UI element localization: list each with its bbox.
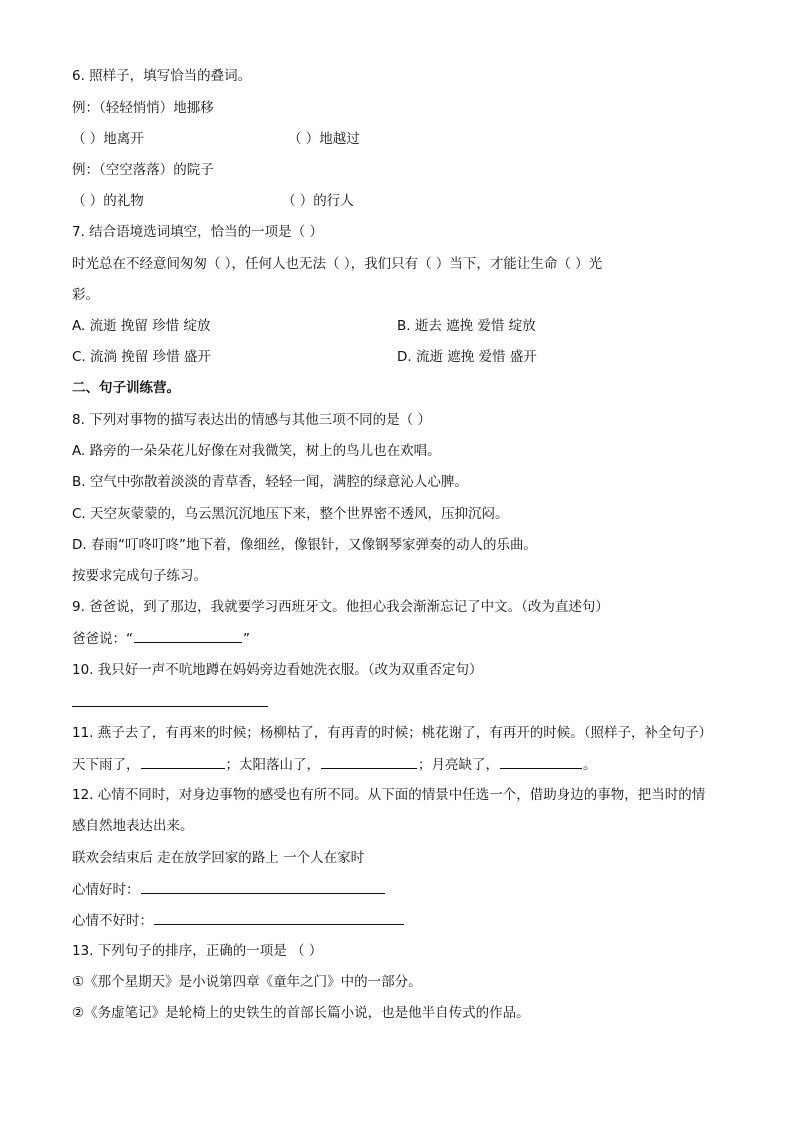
q12-bad-mood-line [72, 910, 405, 931]
q9-answer-blank[interactable] [134, 628, 242, 643]
q6-example-2: 例：（空空落落）的院子 [72, 162, 214, 178]
q8-option-d: D. 春雨“叮咚叮咚”地下着，像细丝，像银针，又像钢琴家弹奏的动人的乐曲。 [72, 537, 537, 553]
q8-title: 8. 下列对事物的描写表达出的情感与其他三项不同的是（ ） [72, 412, 431, 428]
q6-blank-2b: （ ）的行人 [282, 193, 354, 209]
q9-title: 9. 爸爸说，到了那边，我就要学习西班牙文。他担心我会渐渐忘记了中文。（改为直述句） [72, 599, 609, 615]
q6-title: 6. 照样子，填写恰当的叠词。 [72, 68, 252, 84]
q11-title: 11. 燕子去了，有再来的时候；杨柳枯了，有再青的时候；桃花谢了，有再开的时候。（照样子，补全句子） [72, 725, 713, 741]
q7-sentence-line-1: 时光总在不经意间匆匆（ ），任何人也无法（ ），我们只有（ ）当下，才能让生命（ ）光 [72, 256, 603, 272]
q7-option-b: B. 逝去 遮挽 爱惜 绽放 [397, 318, 536, 334]
q6-blank-1a: （ ）地离开 [72, 131, 144, 147]
q12-line-2: 感自然地表达出来。 [72, 818, 194, 834]
q10-answer-blank[interactable] [72, 706, 268, 707]
q11-part-4: 。 [583, 757, 597, 773]
q12-good-mood-label: 心情好时： [72, 882, 140, 898]
q13-title: 13. 下列句子的排序，正确的一项是 （ ） [72, 943, 323, 959]
q7-title: 7. 结合语境选词填空，恰当的一项是（ ） [72, 224, 323, 240]
q10-title: 10. 我只好一声不吭地蹲在妈妈旁边看她洗衣服。（改为双重否定句） [72, 662, 483, 678]
q7-option-d: D. 流逝 遮挽 爱惜 盛开 [397, 349, 537, 365]
q12-scenes: 联欢会结束后 走在放学回家的路上 一个人在家时 [72, 850, 365, 866]
q11-blank-3[interactable] [500, 754, 582, 769]
q12-line-1: 12. 心情不同时，对身边事物的感受也有所不同。从下面的情景中任选一个，借助身边的事物，把当时的情 [72, 787, 706, 803]
q6-blank-1b: （ ）地越过 [288, 131, 360, 147]
q11-blank-1[interactable] [141, 754, 225, 769]
q12-good-mood-blank[interactable] [141, 879, 385, 894]
q11-part-1: 天下雨了， [72, 757, 140, 773]
q8-option-c: C. 天空灰蒙蒙的，乌云黑沉沉地压下来，整个世界密不透风，压抑沉闷。 [72, 506, 509, 522]
q11-answer-line [72, 754, 597, 775]
q9-answer-suffix: ” [243, 631, 250, 647]
q13-sentence-1: ①《那个星期天》是小说第四章《童年之门》中的一部分。 [72, 974, 422, 990]
q6-blank-2a: （ ）的礼物 [72, 193, 144, 209]
q8-option-a: A. 路旁的一朵朵花儿好像在对我微笑，树上的鸟儿也在欢唱。 [72, 443, 441, 459]
q11-part-3: ；月亮缺了， [418, 757, 499, 773]
q11-blank-2[interactable] [321, 754, 417, 769]
q9-answer-line [72, 628, 250, 649]
section-2-heading: 二、句子训练营。 [72, 380, 180, 396]
q11-part-2: ；太阳落山了， [225, 757, 320, 773]
instruction-text: 按要求完成句子练习。 [72, 568, 207, 584]
q12-good-mood-line [72, 879, 386, 900]
q12-bad-mood-label: 心情不好时： [72, 913, 153, 929]
q7-sentence-line-2: 彩。 [72, 287, 99, 303]
q7-option-c: C. 流淌 挽留 珍惜 盛开 [72, 349, 211, 365]
q12-bad-mood-blank[interactable] [154, 910, 404, 925]
q8-option-b: B. 空气中弥散着淡淡的青草香，轻轻一闻，满腔的绿意沁人心脾。 [72, 474, 468, 490]
q6-example-1: 例：（轻轻悄悄）地挪移 [72, 100, 214, 116]
q13-sentence-2: ②《务虚笔记》是轮椅上的史铁生的首部长篇小说，也是他半自传式的作品。 [72, 1005, 530, 1021]
q7-option-a: A. 流逝 挽留 珍惜 绽放 [72, 318, 211, 334]
q9-answer-prefix: 爸爸说：“ [72, 631, 133, 647]
